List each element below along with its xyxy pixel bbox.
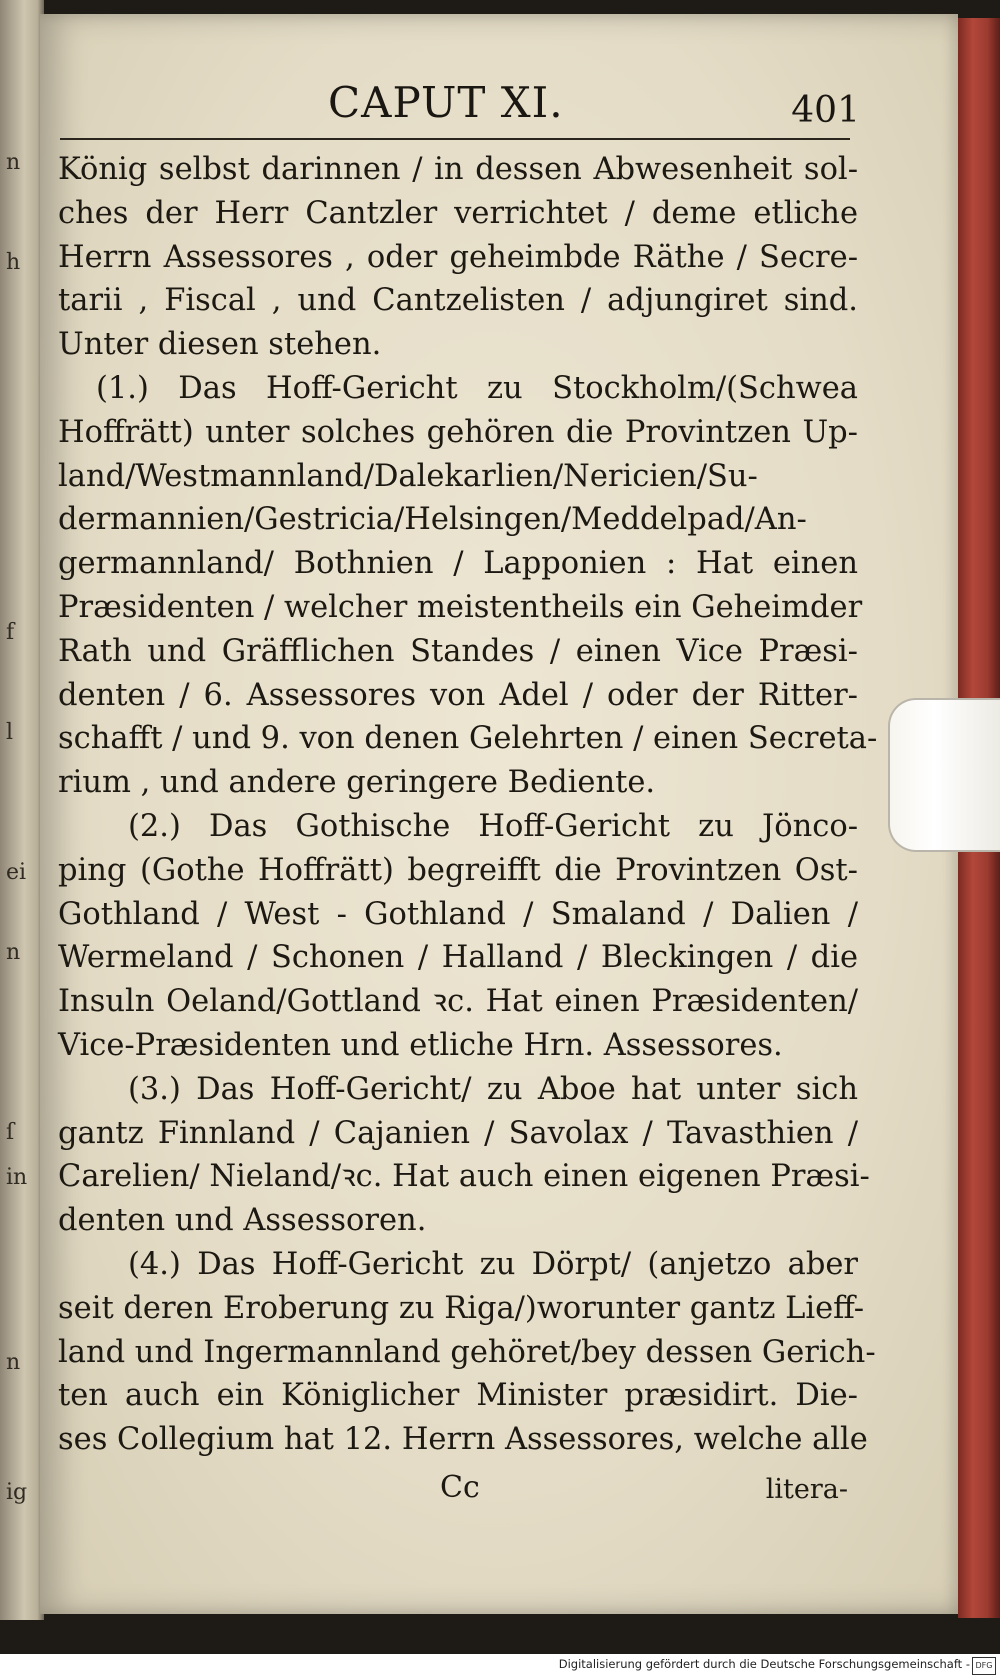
margin-fragment: ſ: [6, 1120, 15, 1145]
credit-bar: [0, 1654, 1000, 1677]
body-text: [58, 148, 878, 1462]
margin-fragment: l: [6, 720, 14, 745]
text-line: Wermeland / Schonen / Halland / Bleckingen / die: [58, 940, 858, 976]
margin-fragment: n: [6, 150, 21, 175]
text-line: Herrn Assessores , oder geheimbde Räthe / Secre-: [58, 239, 858, 275]
margin-fragment: n: [6, 940, 21, 965]
text-line: land/Westmannland/Dalekarlien/Nericien/Su-: [58, 458, 758, 494]
page-footer: [60, 1470, 860, 1510]
margin-fragment: ig: [6, 1480, 28, 1505]
text-line: Carelien/ Nieland/ꝛc. Hat auch einen eigenen Præsi-: [58, 1159, 870, 1195]
text-line: seit deren Eroberung zu Riga/)worunter gantz Lieff-: [58, 1290, 865, 1326]
margin-fragment: in: [6, 1165, 28, 1190]
margin-fragment: n: [6, 1350, 21, 1375]
text-line: Vice-Præsidenten und etliche Hrn. Assessores.: [58, 1027, 783, 1063]
margin-fragment: f: [6, 620, 15, 645]
text-line: (3.) Das Hoff-Gericht/ zu Aboe hat unter sich: [128, 1071, 858, 1107]
chapter-heading: CAPUT XI.: [328, 78, 564, 127]
dfg-logo-icon: DFG: [972, 1657, 996, 1675]
text-line: Hoffrätt) unter solches gehören die Provintzen Up-: [58, 414, 858, 450]
margin-fragment: ei: [6, 860, 27, 885]
text-line: germannland/ Bothnien / Lapponien : Hat einen: [58, 546, 858, 582]
text-line: Unter diesen stehen.: [58, 327, 382, 363]
page-header: [60, 60, 860, 138]
text-line: schafft / und 9. von denen Gelehrten / einen Secreta-: [58, 721, 878, 757]
text-line: tarii , Fiscal , und Cantzelisten / adjungiret sind.: [58, 283, 858, 319]
text-line: Præsidenten / welcher meistentheils ein Geheimder: [58, 589, 863, 625]
text-line: land und Ingermannland gehöret/bey dessen Gerich-: [58, 1334, 876, 1370]
signature-mark: Cc: [440, 1470, 480, 1505]
text-line: rium , und andere geringere Bediente.: [58, 765, 656, 801]
text-line: gantz Finnland / Cajanien / Savolax / Tavasthien /: [58, 1115, 858, 1151]
text-line: denten und Assessoren.: [58, 1203, 427, 1239]
text-line: (2.) Das Gothische Hoff-Gericht zu Jönco-: [128, 808, 858, 844]
catchword: litera-: [765, 1474, 848, 1505]
text-line: Gothland / West - Gothland / Smaland / Dalien /: [58, 896, 858, 932]
header-rule: [60, 138, 850, 140]
text-line: König selbst darinnen / in dessen Abwesenheit sol-: [58, 152, 858, 187]
text-line: ches der Herr Cantzler verrichtet / deme etliche: [58, 195, 858, 231]
facing-page-edge: [0, 0, 44, 1620]
text-line: Rath und Gräfflichen Standes / einen Vice Præsi-: [58, 633, 858, 669]
page-marker-tab: [888, 698, 1000, 852]
text-line: ten auch ein Königlicher Minister præsidirt. Die-: [58, 1378, 858, 1414]
text-line: ping (Gothe Hoffrätt) begreifft die Provintzen Ost-: [58, 852, 858, 888]
page-number: 401: [791, 90, 860, 131]
text-line: dermannien/Gestricia/Helsingen/Meddelpad/An-: [58, 502, 807, 538]
text-line: (4.) Das Hoff-Gericht zu Dörpt/ (anjetzo aber: [128, 1246, 858, 1282]
text-line: Insuln Oeland/Gottland ꝛc. Hat einen Præsidenten/: [58, 984, 858, 1020]
text-line: (1.) Das Hoff-Gericht zu Stockholm/(Schwea: [96, 370, 858, 406]
funding-credit: Digitalisierung gefördert durch die Deutsche Forschungsgemeinschaft -: [558, 1657, 970, 1671]
text-line: ses Collegium hat 12. Herrn Assessores, welche alle: [58, 1422, 868, 1458]
text-line: denten / 6. Assessores von Adel / oder der Ritter-: [58, 677, 858, 713]
margin-fragment: h: [6, 250, 21, 275]
